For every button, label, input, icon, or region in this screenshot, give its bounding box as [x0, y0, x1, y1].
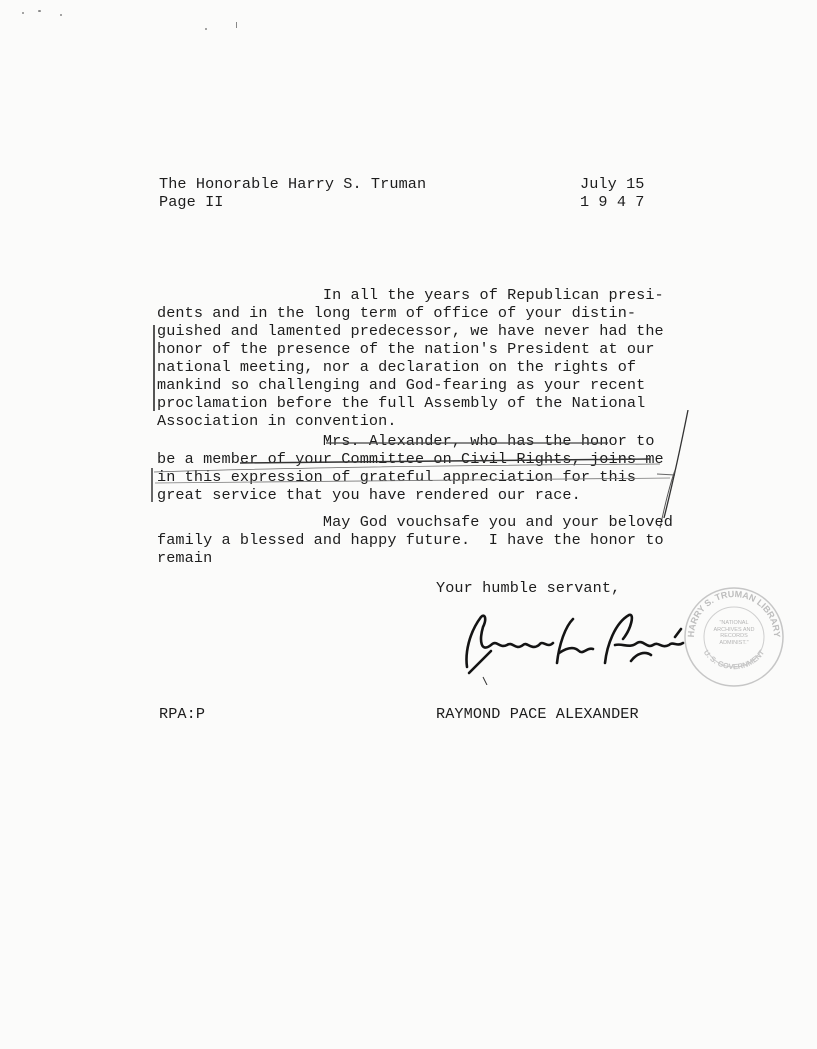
paper-speck	[60, 14, 62, 16]
signer-name: RAYMOND PACE ALEXANDER	[436, 705, 639, 723]
text-line: dents and in the long term of office of your distin-	[157, 304, 637, 322]
paragraph-1	[157, 286, 664, 430]
paper-speck	[236, 22, 237, 28]
paper-speck	[205, 28, 207, 30]
closing-salutation: Your humble servant,	[436, 579, 621, 597]
paper-speck	[22, 12, 24, 14]
text-line: guished and lamented predecessor, we have never had the	[157, 322, 664, 340]
text-line: Mrs. Alexander, who has the honor to	[157, 432, 655, 450]
date-year: 1 9 4 7	[580, 193, 645, 211]
handwritten-signature	[455, 605, 690, 685]
text-line: proclamation before the full Assembly of the National	[157, 394, 646, 412]
paragraph-3	[157, 513, 673, 567]
text-line: May God vouchsafe you and your beloved	[157, 513, 673, 531]
page-number-line: Page II	[159, 193, 224, 211]
text-line: in this expression of grateful appreciation for this	[157, 468, 637, 486]
text-line: Association in convention.	[157, 412, 397, 430]
text-line: honor of the presence of the nation's President at our	[157, 340, 655, 358]
text-line: mankind so challenging and God-fearing as your recent	[157, 376, 646, 394]
stamp-bottom-text: U. S. GOVERNMENT	[701, 648, 767, 672]
addressee-line: The Honorable Harry S. Truman	[159, 175, 427, 193]
letter-header-date	[580, 175, 645, 211]
paper-speck	[38, 10, 41, 12]
date-month-day: July 15	[580, 175, 645, 193]
text-line: remain	[157, 549, 213, 567]
margin-bracket-mark	[153, 325, 155, 411]
stamp-center-text: "NATIONAL ARCHIVES AND RECORDS ADMINIST."	[713, 620, 755, 646]
text-line: In all the years of Republican presi-	[157, 286, 664, 304]
text-line: great service that you have rendered our race.	[157, 486, 581, 504]
text-line: family a blessed and happy future. I have the honor to	[157, 531, 664, 549]
pencil-markings	[140, 410, 700, 530]
text-line: national meeting, nor a declaration on the rights of	[157, 358, 637, 376]
letter-header-left	[159, 175, 426, 211]
text-line: be a member of your Committee on Civil Rights, joins me	[157, 450, 664, 468]
stamp-ring-text: HARRY S. TRUMAN LIBRARY	[685, 588, 783, 638]
typist-initials: RPA:P	[159, 705, 206, 723]
